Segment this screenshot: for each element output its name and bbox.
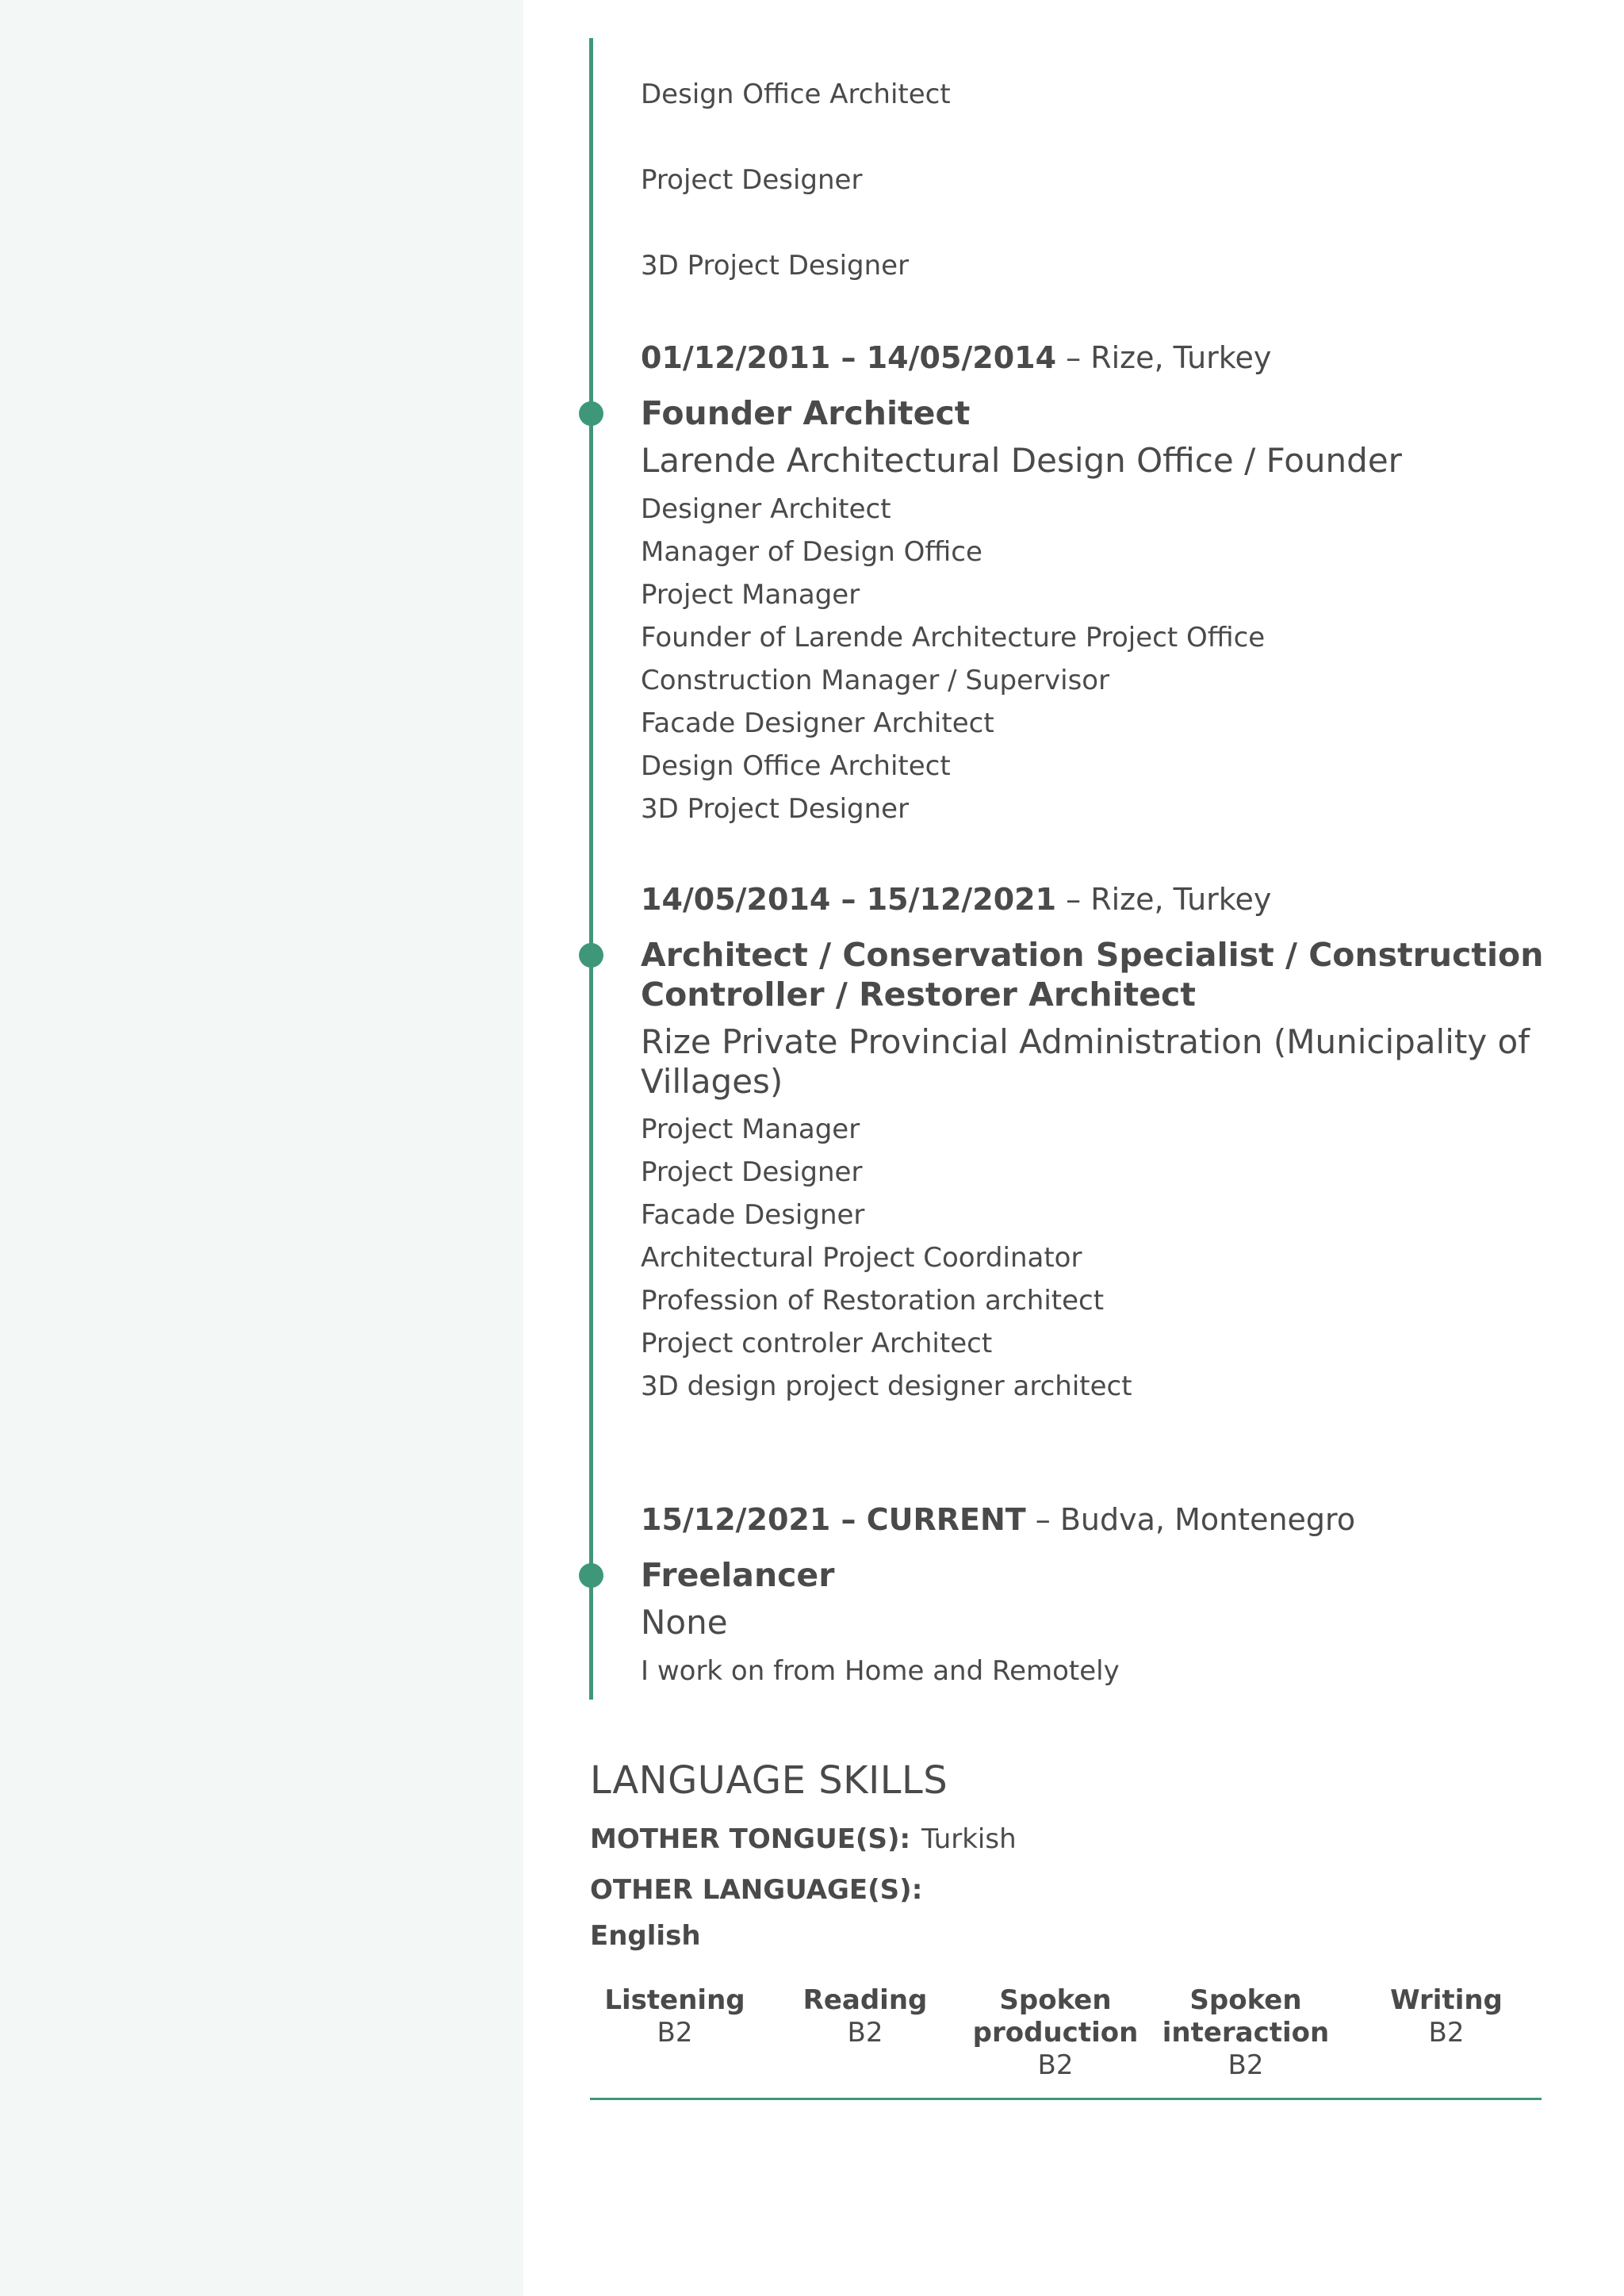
duty-item: Project Manager bbox=[641, 579, 860, 611]
entry-1-title: Founder Architect bbox=[641, 394, 971, 432]
mother-tongue-value: Turkish bbox=[921, 1823, 1017, 1855]
entry-3-dateline: 15/12/2021 – CURRENT – Budva, Montenegro bbox=[641, 1502, 1356, 1537]
entry-1-location: Rize, Turkey bbox=[1090, 340, 1272, 375]
skill-header: Spoken interaction bbox=[1162, 1984, 1330, 2049]
entry-2-title-line-2: Controller / Restorer Architect bbox=[641, 976, 1196, 1014]
language-skills-heading: LANGUAGE SKILLS bbox=[590, 1758, 948, 1803]
duty-item: Facade Designer bbox=[641, 1199, 865, 1231]
prev-duty-1: Design Office Architect bbox=[641, 79, 951, 110]
entry-2-title-line-1: Architect / Conservation Specialist / Construction bbox=[641, 936, 1544, 974]
entry-3-title: Freelancer bbox=[641, 1556, 835, 1594]
skill-writing bbox=[1359, 1984, 1534, 2049]
duty-item: Profession of Restoration architect bbox=[641, 1285, 1105, 1317]
skill-spoken-production bbox=[968, 1984, 1143, 2082]
skill-level: B2 bbox=[1428, 2017, 1465, 2049]
skill-level: B2 bbox=[657, 2017, 693, 2049]
duty-item: Manager of Design Office bbox=[641, 536, 982, 568]
entry-2-duties bbox=[641, 1108, 1132, 1408]
entry-2-employer-line-2: Villages) bbox=[641, 1062, 783, 1101]
skill-level: B2 bbox=[1037, 2049, 1074, 2081]
skill-header: Listening bbox=[604, 1984, 745, 2016]
duty-item: I work on from Home and Remotely bbox=[641, 1655, 1120, 1687]
entry-3-location: Budva, Montenegro bbox=[1059, 1502, 1356, 1537]
skill-level: B2 bbox=[847, 2017, 883, 2049]
entry-3-duties bbox=[641, 1650, 1120, 1692]
mother-tongue-row bbox=[590, 1823, 1017, 1855]
duty-item: Project Manager bbox=[641, 1114, 860, 1145]
skill-level: B2 bbox=[1228, 2049, 1264, 2081]
entry-2-location: Rize, Turkey bbox=[1090, 882, 1272, 917]
duty-item: Construction Manager / Supervisor bbox=[641, 665, 1110, 696]
timeline-line bbox=[589, 38, 593, 1700]
timeline-dot bbox=[579, 1563, 603, 1588]
duty-item: 3D Project Designer bbox=[641, 793, 910, 825]
entry-1-employer: Larende Architectural Design Office / Founder bbox=[641, 441, 1402, 480]
skill-header: Writing bbox=[1390, 1984, 1503, 2016]
prev-duty-3: 3D Project Designer bbox=[641, 250, 910, 282]
entry-1-dates: 01/12/2011 – 14/05/2014 bbox=[641, 340, 1057, 375]
entry-2-employer-line-1: Rize Private Provincial Administration (Municipality of bbox=[641, 1022, 1530, 1061]
entry-2-dateline: 14/05/2014 – 15/12/2021 – Rize, Turkey bbox=[641, 882, 1272, 917]
entry-3-dates: 15/12/2021 – CURRENT bbox=[641, 1502, 1026, 1537]
duty-item: Design Office Architect bbox=[641, 750, 951, 782]
sidebar-panel bbox=[0, 0, 523, 2296]
language-name: English bbox=[590, 1920, 701, 1952]
duty-item: 3D design project designer architect bbox=[641, 1370, 1132, 1402]
duty-item: Project Designer bbox=[641, 1156, 863, 1188]
duty-item: Founder of Larende Architecture Project Office bbox=[641, 622, 1266, 654]
entry-3-employer: None bbox=[641, 1603, 728, 1642]
skill-listening bbox=[588, 1984, 762, 2049]
timeline-dot bbox=[579, 943, 603, 968]
skill-header: Reading bbox=[802, 1984, 928, 2016]
other-languages-label: OTHER LANGUAGE(S): bbox=[590, 1874, 923, 1906]
duty-item: Architectural Project Coordinator bbox=[641, 1242, 1082, 1274]
duty-item: Designer Architect bbox=[641, 493, 891, 525]
mother-tongue-label: MOTHER TONGUE(S): bbox=[590, 1823, 911, 1855]
skill-header: Spoken production bbox=[972, 1984, 1139, 2049]
duty-item: Facade Designer Architect bbox=[641, 707, 994, 739]
entry-1-duties bbox=[641, 488, 1265, 830]
entry-2-dates: 14/05/2014 – 15/12/2021 bbox=[641, 882, 1057, 917]
skill-spoken-interaction bbox=[1159, 1984, 1333, 2082]
timeline-dot bbox=[579, 401, 603, 426]
prev-duty-2: Project Designer bbox=[641, 164, 863, 196]
entry-1-dateline: 01/12/2011 – 14/05/2014 – Rize, Turkey bbox=[641, 340, 1272, 375]
skill-reading bbox=[778, 1984, 952, 2049]
language-table-rule bbox=[590, 2098, 1542, 2100]
duty-item: Project controler Architect bbox=[641, 1328, 993, 1359]
